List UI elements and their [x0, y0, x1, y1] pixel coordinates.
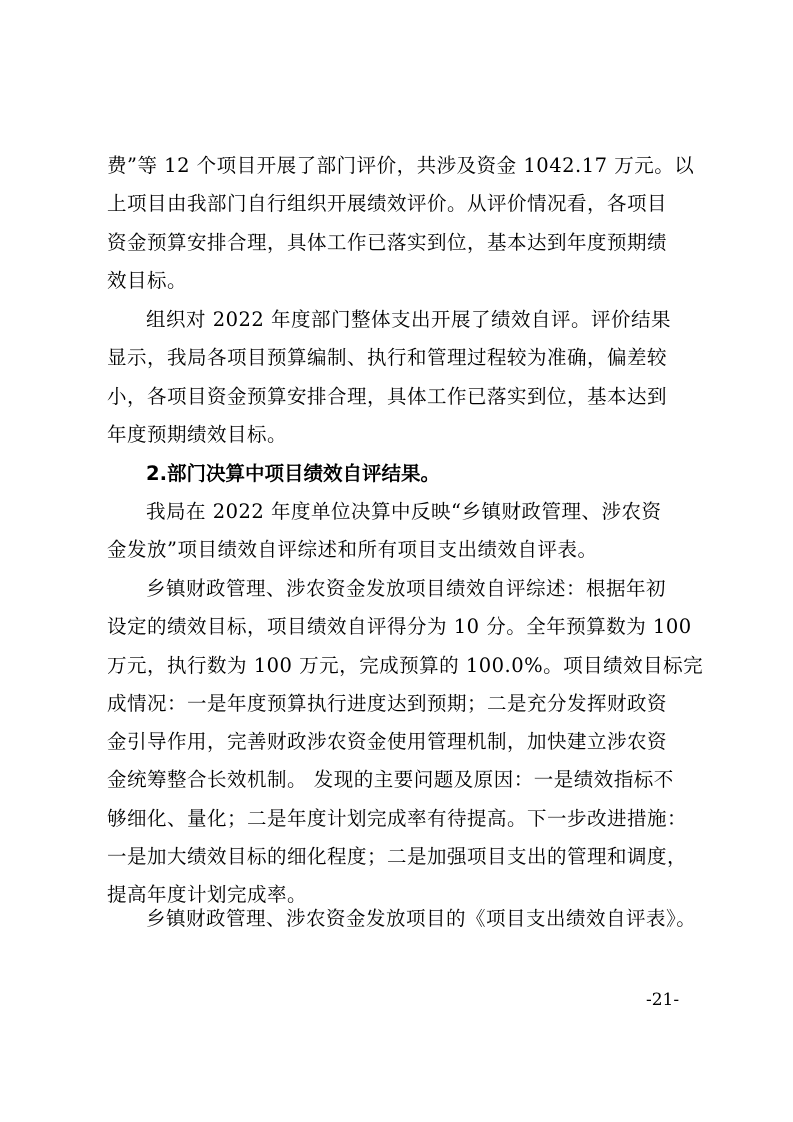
- paragraph-overall-self-evaluation: [107, 301, 690, 454]
- paragraph-line: 乡镇财政管理、涉农资金发放项目绩效自评综述：根据年初: [146, 577, 667, 600]
- paragraph-line: 效目标。: [107, 268, 188, 292]
- paragraph-final-accounts: [107, 493, 690, 570]
- paragraph-line: 金发放”项目绩效自评综述和所有项目支出绩效自评表。: [107, 538, 598, 562]
- paragraph-line: 设定的绩效目标，项目绩效自评得分为 10 分。全年预算数为 100: [107, 615, 692, 639]
- paragraph-line: 小，各项目资金预算安排合理，具体工作已落实到位，基本达到: [107, 384, 668, 408]
- paragraph-self-evaluation-table-ref: [107, 900, 697, 938]
- paragraph-evaluation-summary: [107, 147, 695, 300]
- paragraph-line: 组织对 2022 年度部门整体支出开展了绩效自评。评价结果: [146, 308, 672, 331]
- paragraph-line: 金统筹整合长效机制。 发现的主要问题及原因：一是绩效指标不: [107, 768, 674, 792]
- section-heading: 2.部门决算中项目绩效自评结果。: [146, 462, 440, 485]
- paragraph-line: 资金预算安排合理，具体工作已落实到位，基本达到年度预期绩: [107, 230, 668, 254]
- paragraph-line: 年度预期绩效目标。: [107, 422, 288, 446]
- paragraph-project-summary: [107, 570, 704, 915]
- paragraph-line: 提高年度计划完成率。: [107, 883, 308, 907]
- paragraph-line: 费”等 12 个项目开展了部门评价，共涉及资金 1042.17 万元。以: [107, 154, 695, 177]
- paragraph-line: 乡镇财政管理、涉农资金发放项目的《项目支出绩效自评表》。: [146, 907, 697, 930]
- page-number: -21-: [646, 990, 680, 1010]
- paragraph-line: 够细化、量化；二是年度计划完成率有待提高。下一步改进措施：: [107, 806, 688, 830]
- paragraph-line: 万元，执行数为 100 万元，完成预算的 100.0%。项目绩效目标完: [107, 653, 704, 677]
- paragraph-line: 金引导作用，完善财政涉农资金使用管理机制，加快建立涉农资: [107, 730, 668, 754]
- paragraph-line: 成情况：一是年度预算执行进度达到预期；二是充分发挥财政资: [107, 691, 668, 715]
- paragraph-line: 一是加大绩效目标的细化程度；二是加强项目支出的管理和调度，: [107, 845, 688, 869]
- paragraph-line: 我局在 2022 年度单位决算中反映“乡镇财政管理、涉农资: [146, 500, 662, 523]
- paragraph-line: 显示，我局各项目预算编制、执行和管理过程较为准确，偏差较: [107, 346, 668, 370]
- paragraph-line: 上项目由我部门自行组织开展绩效评价。从评价情况看，各项目: [107, 192, 668, 216]
